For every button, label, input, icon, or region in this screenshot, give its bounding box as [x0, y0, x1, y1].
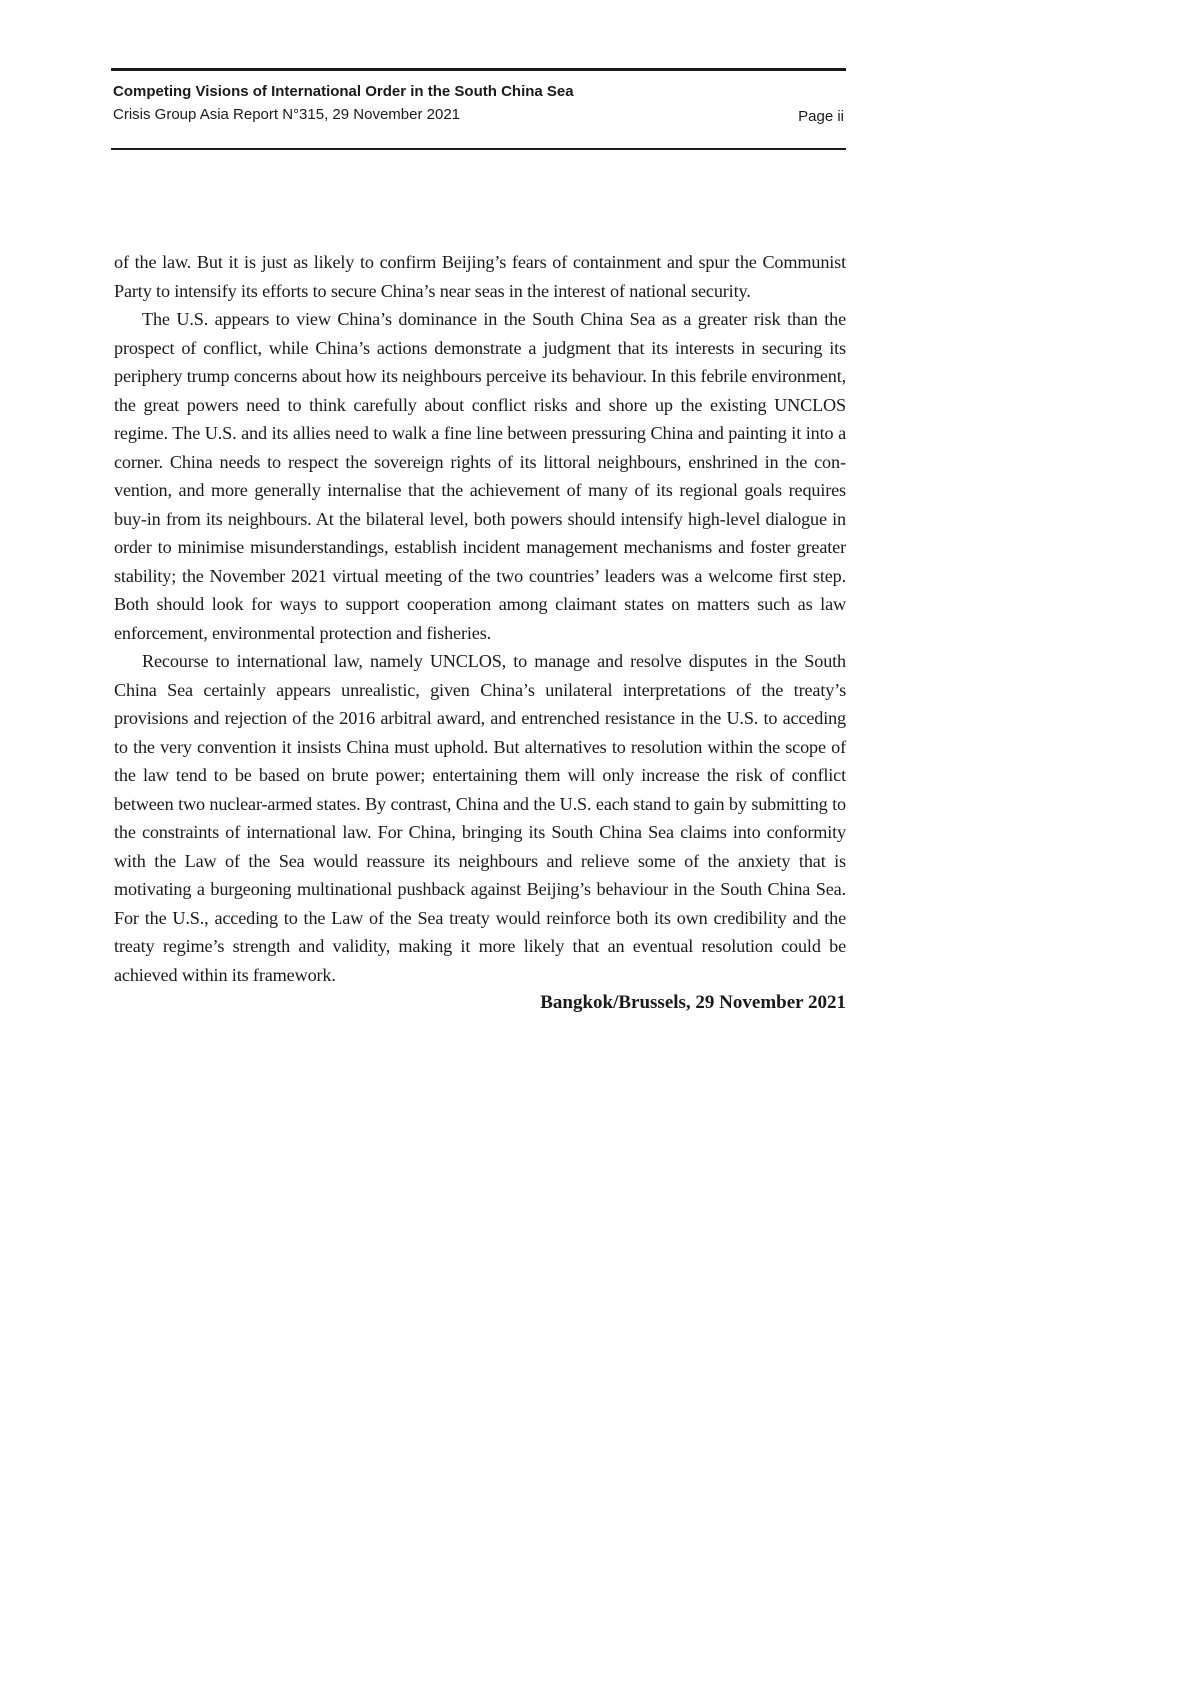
page-header: [111, 68, 846, 150]
paragraph-2: The U.S. appears to view China’s dominance in the South China Sea as a greater risk than the prospect of conflict, while China’s actions demonstrate a judgment that its interests in securing its periphery trump concerns about how its neighbours perceive its behaviour. In this febrile environment, the great powers need to think carefully about conflict risks and shore up the existing UNCLOS regime. The U.S. and its allies need to walk a fine line between pressuring China and painting it into a corner. China needs to respect the sovereign rights of its littoral neighbours, enshrined in the convention, and more generally internalise that the achievement of many of its regional goals requires buy-in from its neighbours. At the bilateral level, both powers should intensify high-level dialogue in order to minimise misunderstandings, establish incident management mechanisms and foster greater stability; the November 2021 virtual meeting of the two countries’ leaders was a welcome first step. Both should look for ways to support cooperation among claimant states on matters such as law enforcement, environmental protection and fisheries.: [114, 309, 846, 643]
signoff-place-date: Bangkok/Brussels, 29 November 2021: [540, 992, 846, 1013]
body-text: [114, 248, 846, 1018]
report-title: Competing Visions of International Order in the South China Sea: [113, 83, 574, 100]
page-number: Page ii: [798, 108, 844, 125]
report-subtitle: Crisis Group Asia Report N°315, 29 November 2021: [113, 106, 460, 123]
paragraph-3: Recourse to international law, namely UNCLOS, to manage and resolve disputes in the South China Sea certainly appears unrealistic, given China’s unilateral interpretations of the treaty’s provisions and rejection of the 2016 arbitral award, and entrenched resistance in the U.S. to acceding to the very convention it insists China must uphold. But alternatives to resolution within the scope of the law tend to be based on brute power; entertaining them will only increase the risk of conflict between two nuclear-armed states. By contrast, China and the U.S. each stand to gain by submitting to the constraints of international law. For China, bringing its South China Sea claims into conformity with the Law of the Sea would reassure its neighbours and relieve some of the anxiety that is motivating a burgeoning multinational pushback against Beijing’s behaviour in the South China Sea. For the U.S., acceding to the Law of the Sea treaty would reinforce both its own credibility and the treaty regime’s strength and validity, making it more likely that an eventual resolution could be achieved within its framework.: [114, 651, 846, 985]
paragraph-1: of the law. But it is just as likely to confirm Beijing’s fears of containment and spur the Communist Party to intensify its efforts to secure China’s near seas in the interest of national security.: [114, 252, 846, 301]
